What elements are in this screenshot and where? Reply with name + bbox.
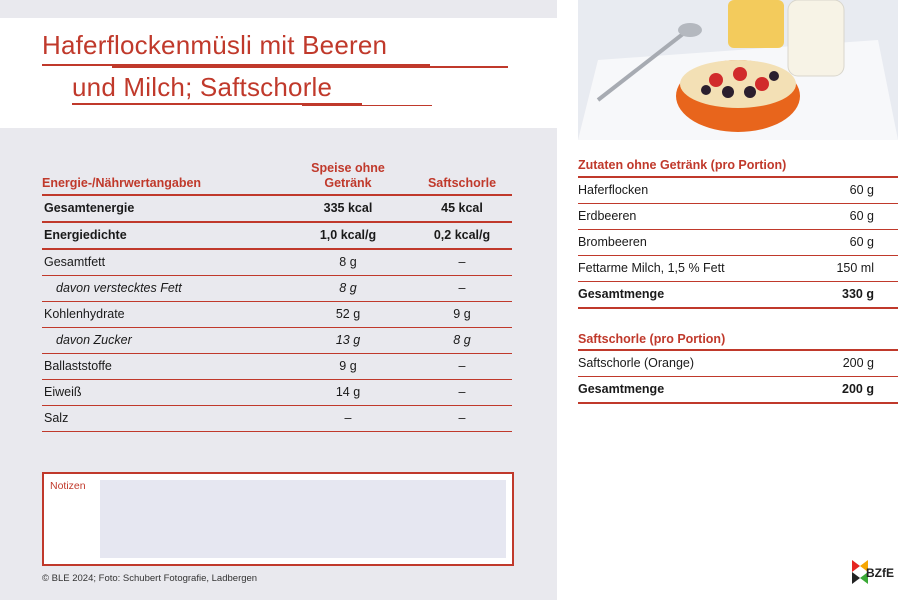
nutrition-row: [42, 406, 512, 432]
muesli-bowl-illustration: [578, 0, 898, 140]
ingredient-row: [578, 256, 898, 282]
drink-table: [578, 349, 898, 404]
nutrition-row: [42, 380, 512, 406]
muesli-bowl-photo: [578, 0, 898, 140]
nutrition-row: [42, 302, 512, 328]
title-underline-2b: [302, 105, 432, 106]
nutrition-table: [42, 158, 512, 432]
nutrition-row: [42, 196, 512, 223]
nutrient-label: Eiweiß: [44, 385, 82, 399]
drink-value: 9 g: [453, 307, 471, 321]
drink-total-qty: 200 g: [842, 382, 874, 396]
ingredient-row: [578, 230, 898, 256]
food-value: 13 g: [335, 333, 361, 347]
drink-value: –: [458, 255, 466, 269]
nutrition-row: [42, 250, 512, 276]
nutrient-label: davon Zucker: [56, 333, 132, 347]
header-nutrients: Energie-/Nährwertangaben: [42, 176, 202, 190]
food-value: –: [344, 411, 352, 425]
recipe-title-line-1: Haferflockenmüsli mit Beeren: [42, 30, 388, 60]
ingredient-qty: 60 g: [849, 209, 874, 223]
title-underline-1b: [112, 66, 508, 68]
ingredient-name: Brombeeren: [578, 235, 647, 249]
drink-title: Saftschorle (pro Portion): [578, 332, 726, 346]
food-value: 14 g: [335, 385, 361, 399]
nutrition-row: [42, 328, 512, 354]
ingredient-name: Saftschorle (Orange): [578, 356, 695, 370]
drink-value: –: [458, 281, 466, 295]
header-drink: Saftschorle: [427, 176, 497, 190]
food-value: 8 g: [339, 255, 357, 269]
food-value: 9 g: [339, 359, 357, 373]
ingredient-name: Haferflocken: [578, 183, 649, 197]
drink-total-row: [578, 377, 898, 404]
ingredient-qty: 200 g: [842, 356, 874, 370]
photo-credit: © BLE 2024; Foto: Schubert Fotografie, Ladbergen: [42, 573, 258, 584]
recipe-title-line-2: und Milch; Saftschorle: [72, 72, 333, 102]
nutrition-row: [42, 223, 512, 250]
ingredients-total-row: [578, 282, 898, 309]
ingredient-qty: 60 g: [849, 183, 874, 197]
food-value: 335 kcal: [323, 201, 373, 215]
drink-rows: [578, 351, 898, 377]
nutrition-row: [42, 354, 512, 380]
ingredient-row: [578, 204, 898, 230]
drink-value: –: [458, 385, 466, 399]
drink-value: 8 g: [453, 333, 471, 347]
ingredient-row: [578, 178, 898, 204]
nutrient-label: davon verstecktes Fett: [56, 281, 182, 295]
drink-total-label: Gesamtmenge: [578, 382, 665, 396]
header-food: Speise ohne Getränk: [311, 161, 385, 190]
drink-value: 45 kcal: [441, 201, 483, 215]
ingredient-name: Erdbeeren: [578, 209, 637, 223]
ingredient-name: Fettarme Milch, 1,5 % Fett: [578, 261, 725, 275]
drink-value: 0,2 kcal/g: [433, 228, 491, 242]
notes-box: [42, 472, 514, 566]
nutrition-table-header: [42, 158, 512, 196]
nutrient-label: Gesamtenergie: [44, 201, 135, 215]
ingredients-total-qty: 330 g: [842, 287, 874, 301]
ingredients-total-label: Gesamtmenge: [578, 287, 665, 301]
nutrient-label: Energiedichte: [44, 228, 127, 242]
bzfe-logo-text: BZfE: [866, 566, 894, 580]
nutrient-label: Ballaststoffe: [44, 359, 112, 373]
nutrition-row: [42, 276, 512, 302]
bzfe-logo: [852, 558, 902, 588]
food-value: 52 g: [335, 307, 361, 321]
nutrient-label: Kohlenhydrate: [44, 307, 125, 321]
ingredients-title: Zutaten ohne Getränk (pro Portion): [578, 158, 787, 172]
food-value: 1,0 kcal/g: [319, 228, 377, 242]
ingredient-qty: 150 ml: [836, 261, 874, 275]
notes-area[interactable]: [100, 480, 506, 558]
food-value: 8 g: [339, 281, 357, 295]
nutrient-label: Salz: [44, 411, 69, 425]
ingredients-table: [578, 176, 898, 309]
ingredient-qty: 60 g: [849, 235, 874, 249]
nutrition-rows: [42, 196, 512, 432]
ingredients-rows: [578, 178, 898, 282]
drink-value: –: [458, 359, 466, 373]
ingredient-row: [578, 351, 898, 377]
drink-value: –: [458, 411, 466, 425]
notes-label: Notizen: [50, 480, 86, 492]
nutrient-label: Gesamtfett: [44, 255, 106, 269]
